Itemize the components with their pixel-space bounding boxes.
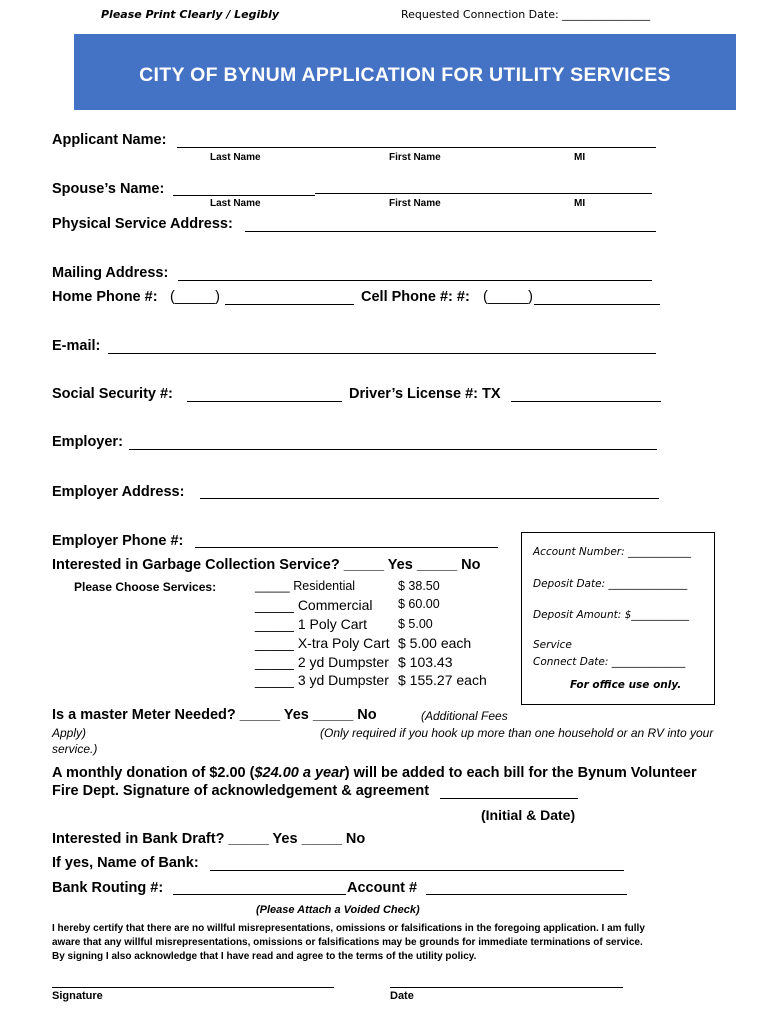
master-meter-question[interactable]: Is a master Meter Needed? _____ Yes _____ No (52, 707, 377, 723)
physical-address-label: Physical Service Address: (52, 216, 233, 232)
employer-address-label: Employer Address: (52, 484, 185, 500)
email-field[interactable] (108, 353, 656, 354)
bank-name-label: If yes, Name of Bank: (52, 855, 199, 871)
email-label: E-mail: (52, 338, 101, 354)
service-2yd-dumpster-price: $ 103.43 (398, 654, 453, 670)
ssn-field[interactable] (187, 401, 342, 402)
page-title: CITY OF BYNUM APPLICATION FOR UTILITY SERVICES (139, 64, 671, 86)
spouse-name-field[interactable] (173, 195, 315, 196)
service-3yd-dumpster-price: $ 155.27 each (398, 672, 487, 688)
meter-note-2: Apply) (52, 726, 87, 740)
donation-text-a: A monthly donation of $2.00 ( (52, 765, 255, 781)
bank-name-field[interactable] (210, 870, 624, 871)
meter-note-4: service.) (52, 742, 98, 756)
meter-note-1: (Additional Fees (421, 709, 508, 723)
service-poly-cart-price: $ 5.00 (398, 617, 433, 631)
donation-text-b: $24.00 a year (254, 765, 345, 781)
signature-label: Signature (52, 990, 103, 1002)
garbage-question[interactable]: Interested in Garbage Collection Service? _____ Yes _____ No (52, 557, 481, 573)
mailing-address-label: Mailing Address: (52, 265, 169, 281)
service-xtra-poly-cart[interactable]: _____ X-tra Poly Cart (255, 635, 390, 651)
voided-check-note: (Please Attach a Voided Check) (256, 904, 420, 916)
employer-address-field[interactable] (200, 498, 659, 499)
applicant-first-label: First Name (389, 152, 441, 163)
bank-draft-question[interactable]: Interested in Bank Draft? _____ Yes _____ No (52, 831, 366, 847)
spouse-last-label: Last Name (210, 198, 261, 209)
physical-address-field[interactable] (245, 231, 656, 232)
applicant-mi-label: MI (574, 152, 586, 163)
service-commercial[interactable]: _____ Commercial (255, 597, 373, 613)
spouse-name-label: Spouse’s Name: (52, 181, 165, 197)
applicant-name-field[interactable] (177, 147, 656, 148)
employer-phone-field[interactable] (195, 547, 498, 548)
signature-field[interactable] (52, 987, 334, 988)
home-phone-field[interactable] (225, 304, 354, 305)
initial-date-label: (Initial & Date) (481, 807, 576, 823)
office-use-box (521, 532, 715, 705)
drivers-license-label: Driver’s License #: TX (349, 386, 501, 402)
cell-phone-field[interactable] (534, 304, 660, 305)
service-xtra-poly-cart-price: $ 5.00 each (398, 635, 472, 651)
bank-routing-label: Bank Routing #: (52, 880, 164, 896)
certify-line-3: By signing I also acknowledge that I have read and agree to the terms of the utility policy. (52, 951, 477, 962)
ssn-label: Social Security #: (52, 386, 173, 402)
home-phone-label: Home Phone #: (52, 289, 158, 305)
certify-line-1: I hereby certify that there are no willful misrepresentations, omissions or falsifications in the foregoing application. I am fully (52, 923, 645, 934)
service-poly-cart[interactable]: _____ 1 Poly Cart (255, 616, 368, 632)
applicant-last-label: Last Name (210, 152, 261, 163)
service-3yd-dumpster[interactable]: _____ 3 yd Dumpster (255, 672, 389, 688)
drivers-license-field[interactable] (511, 401, 661, 402)
choose-services-label: Please Choose Services: (74, 580, 217, 594)
certify-line-2: aware that any willful misrepresentations, omissions or falsifications may be grounds for immediate terminations of service. (52, 937, 643, 948)
office-connect-date: Connect Date: ______________ (533, 656, 686, 668)
spouse-mi-label: MI (574, 198, 586, 209)
service-residential[interactable]: _____ Residential (255, 579, 356, 593)
employer-phone-label: Employer Phone #: (52, 533, 184, 549)
cell-phone-label: Cell Phone #: #: (361, 289, 470, 305)
employer-label: Employer: (52, 434, 123, 450)
account-field[interactable] (426, 894, 627, 895)
donation-line-1 (52, 765, 697, 781)
spouse-name-field-2[interactable] (315, 193, 652, 194)
office-deposit-amount: Deposit Amount: $___________ (533, 609, 690, 621)
print-note: Please Print Clearly / Legibly (101, 8, 280, 21)
applicant-name-label: Applicant Name: (52, 132, 167, 148)
date-label: Date (390, 990, 414, 1002)
date-field[interactable] (390, 987, 623, 988)
office-service: Service (533, 639, 572, 651)
meter-note-3: (Only required if you hook up more than one household or an RV into your (320, 726, 714, 740)
office-deposit-date: Deposit Date: _______________ (533, 578, 688, 590)
service-commercial-price: $ 60.00 (398, 597, 440, 611)
service-2yd-dumpster[interactable]: _____ 2 yd Dumpster (255, 654, 389, 670)
mailing-address-field[interactable] (178, 280, 652, 281)
office-note: For office use only. (570, 679, 682, 691)
employer-field[interactable] (129, 449, 657, 450)
requested-connection-date[interactable]: Requested Connection Date: ________________ (401, 8, 651, 21)
office-account-number: Account Number: ____________ (533, 546, 691, 558)
cell-phone-area[interactable]: (_____) (483, 289, 533, 305)
title-banner (74, 34, 736, 110)
donation-text-c: ) will be added to each bill for the Bynum Volunteer (344, 765, 697, 781)
bank-routing-field[interactable] (173, 894, 346, 895)
home-phone-area[interactable]: (_____) (170, 289, 220, 305)
donation-line-2: Fire Dept. Signature of acknowledgement & agreement (52, 783, 430, 799)
donation-signature-field[interactable] (440, 798, 578, 799)
spouse-first-label: First Name (389, 198, 441, 209)
service-residential-price: $ 38.50 (398, 579, 440, 593)
account-label: Account # (347, 880, 418, 896)
